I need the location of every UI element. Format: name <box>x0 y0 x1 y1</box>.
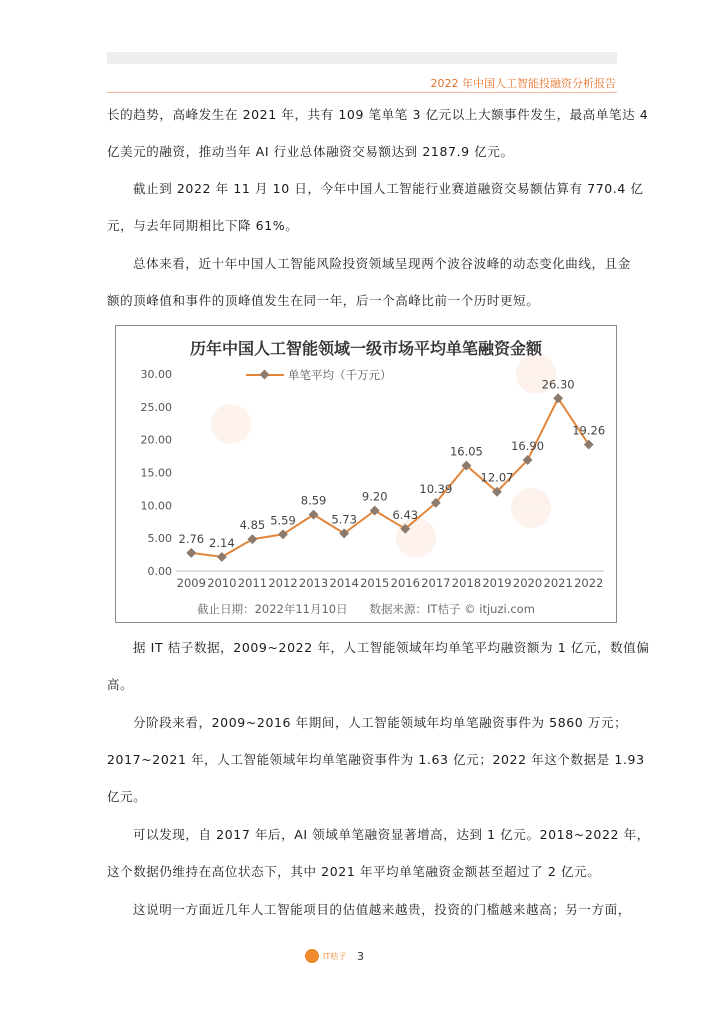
x-tick-label: 2022 <box>574 576 604 590</box>
legend-marker-swatch <box>260 370 270 380</box>
watermark-logo <box>396 518 436 558</box>
data-label: 5.59 <box>270 513 296 528</box>
y-tick-label: 25.00 <box>140 400 172 414</box>
x-tick-label: 2010 <box>207 576 237 590</box>
header-bar <box>107 52 617 64</box>
data-label: 6.43 <box>392 507 419 522</box>
data-label: 2.76 <box>178 531 205 546</box>
y-axis <box>141 368 173 578</box>
x-tick-label: 2009 <box>176 576 206 590</box>
paragraph-2 <box>107 170 644 244</box>
data-label: 9.20 <box>361 489 388 504</box>
text-line: 总体来看，近十年中国人工智能风险投资领域呈现两个波谷波峰的动态变化曲线，且金 <box>133 256 631 271</box>
paragraph-6 <box>107 816 650 890</box>
data-point <box>309 510 319 520</box>
data-point <box>553 393 563 403</box>
x-tick-label: 2019 <box>482 576 512 590</box>
data-label: 8.59 <box>300 493 327 508</box>
footer-brand: IT桔子 <box>323 951 347 961</box>
chart-legend <box>246 368 392 382</box>
footer-logo <box>305 949 346 963</box>
data-label: 26.30 <box>541 377 575 392</box>
text-line: 截止到 2022 年 11 月 10 日，今年中国人工智能行业赛道融资交易额估算有 770.4 亿 <box>133 181 644 196</box>
paragraph-1 <box>107 96 649 170</box>
y-tick-label: 30.00 <box>140 368 172 381</box>
data-point <box>217 552 227 562</box>
watermark-logo <box>211 404 251 444</box>
text-line: 这个数据仍维持在高位状态下，其中 2021 年平均单笔融资金额甚至超过了 2 亿元。 <box>107 864 601 879</box>
data-label: 4.85 <box>239 518 266 533</box>
page-number: 3 <box>357 950 364 963</box>
text-line: 亿元。 <box>107 789 147 804</box>
chart-figure <box>115 325 617 623</box>
text-line: 元，与去年同期相比下降 61%。 <box>107 218 299 233</box>
report-title: 2022 年中国人工智能投融资分析报告 <box>430 77 616 90</box>
y-tick-label: 20.00 <box>140 433 172 447</box>
x-tick-label: 2021 <box>543 576 573 590</box>
y-tick-label: 0.00 <box>147 565 172 578</box>
text-line: 这说明一方面近几年人工智能项目的估值越来越贵，投资的门槛越来越高；另一方面， <box>133 902 631 917</box>
data-point <box>278 529 288 539</box>
x-tick-label: 2013 <box>298 576 329 590</box>
text-line: 额的顶峰值和事件的顶峰值发生在同一年，后一个高峰比前一个历时更短。 <box>107 293 540 308</box>
chart-source-note: 截止日期：2022年11月10日 数据来源：IT桔子 © itjuzi.com <box>197 602 535 616</box>
text-line: 高。 <box>107 677 134 692</box>
paragraph-7 <box>107 891 631 928</box>
x-tick-label: 2018 <box>451 576 482 590</box>
data-label: 12.07 <box>480 470 514 485</box>
x-axis <box>176 571 604 590</box>
chart-title: 历年中国人工智能领域一级市场平均单笔融资金额 <box>189 339 543 358</box>
data-point <box>186 548 196 558</box>
brand-logo-icon <box>305 949 319 963</box>
x-tick-label: 2020 <box>512 576 543 590</box>
watermark-logo <box>511 488 551 528</box>
y-tick-label: 15.00 <box>140 466 172 480</box>
text-line: 分阶段来看，2009~2016 年期间，人工智能领域年均单笔融资事件为 5860 万元； <box>133 715 628 730</box>
legend-label: 单笔平均（千万元） <box>288 368 392 382</box>
paragraph-5 <box>107 704 645 815</box>
y-tick-label: 5.00 <box>147 532 172 546</box>
x-tick-label: 2011 <box>237 576 268 590</box>
data-label: 5.73 <box>331 512 357 527</box>
data-label: 2.14 <box>209 535 235 550</box>
y-tick-label: 10.00 <box>140 499 172 513</box>
data-point <box>247 534 257 544</box>
x-tick-label: 2015 <box>360 576 390 590</box>
x-tick-label: 2012 <box>268 576 298 590</box>
data-label: 19.26 <box>572 423 606 438</box>
series-line <box>191 398 588 557</box>
data-label: 16.90 <box>511 439 545 454</box>
paragraph-3 <box>107 245 631 319</box>
x-tick-label: 2017 <box>421 576 451 590</box>
line-chart <box>116 326 616 622</box>
text-line: 长的趋势，高峰发生在 2021 年，共有 109 笔单笔 3 亿元以上大额事件发生，最高单笔达 4 <box>107 107 649 122</box>
data-label: 16.05 <box>449 444 483 459</box>
text-line: 亿美元的融资，推动当年 AI 行业总体融资交易额达到 2187.9 亿元。 <box>107 144 514 159</box>
paragraph-4 <box>107 629 650 703</box>
x-tick-label: 2016 <box>390 576 420 590</box>
text-line: 可以发现，自 2017 年后，AI 领域单笔融资显著增高，达到 1 亿元。2018~2022 年， <box>133 827 650 842</box>
text-line: 2017~2021 年，人工智能领域年均单笔融资事件为 1.63 亿元；2022 年这个数据是 1.93 <box>107 752 645 767</box>
x-tick-label: 2014 <box>329 576 359 590</box>
header-divider <box>107 92 617 93</box>
data-label: 10.39 <box>419 481 453 496</box>
text-line: 据 IT 桔子数据，2009~2022 年，人工智能领域年均单笔平均融资额为 1 亿元，数值偏 <box>133 640 650 655</box>
